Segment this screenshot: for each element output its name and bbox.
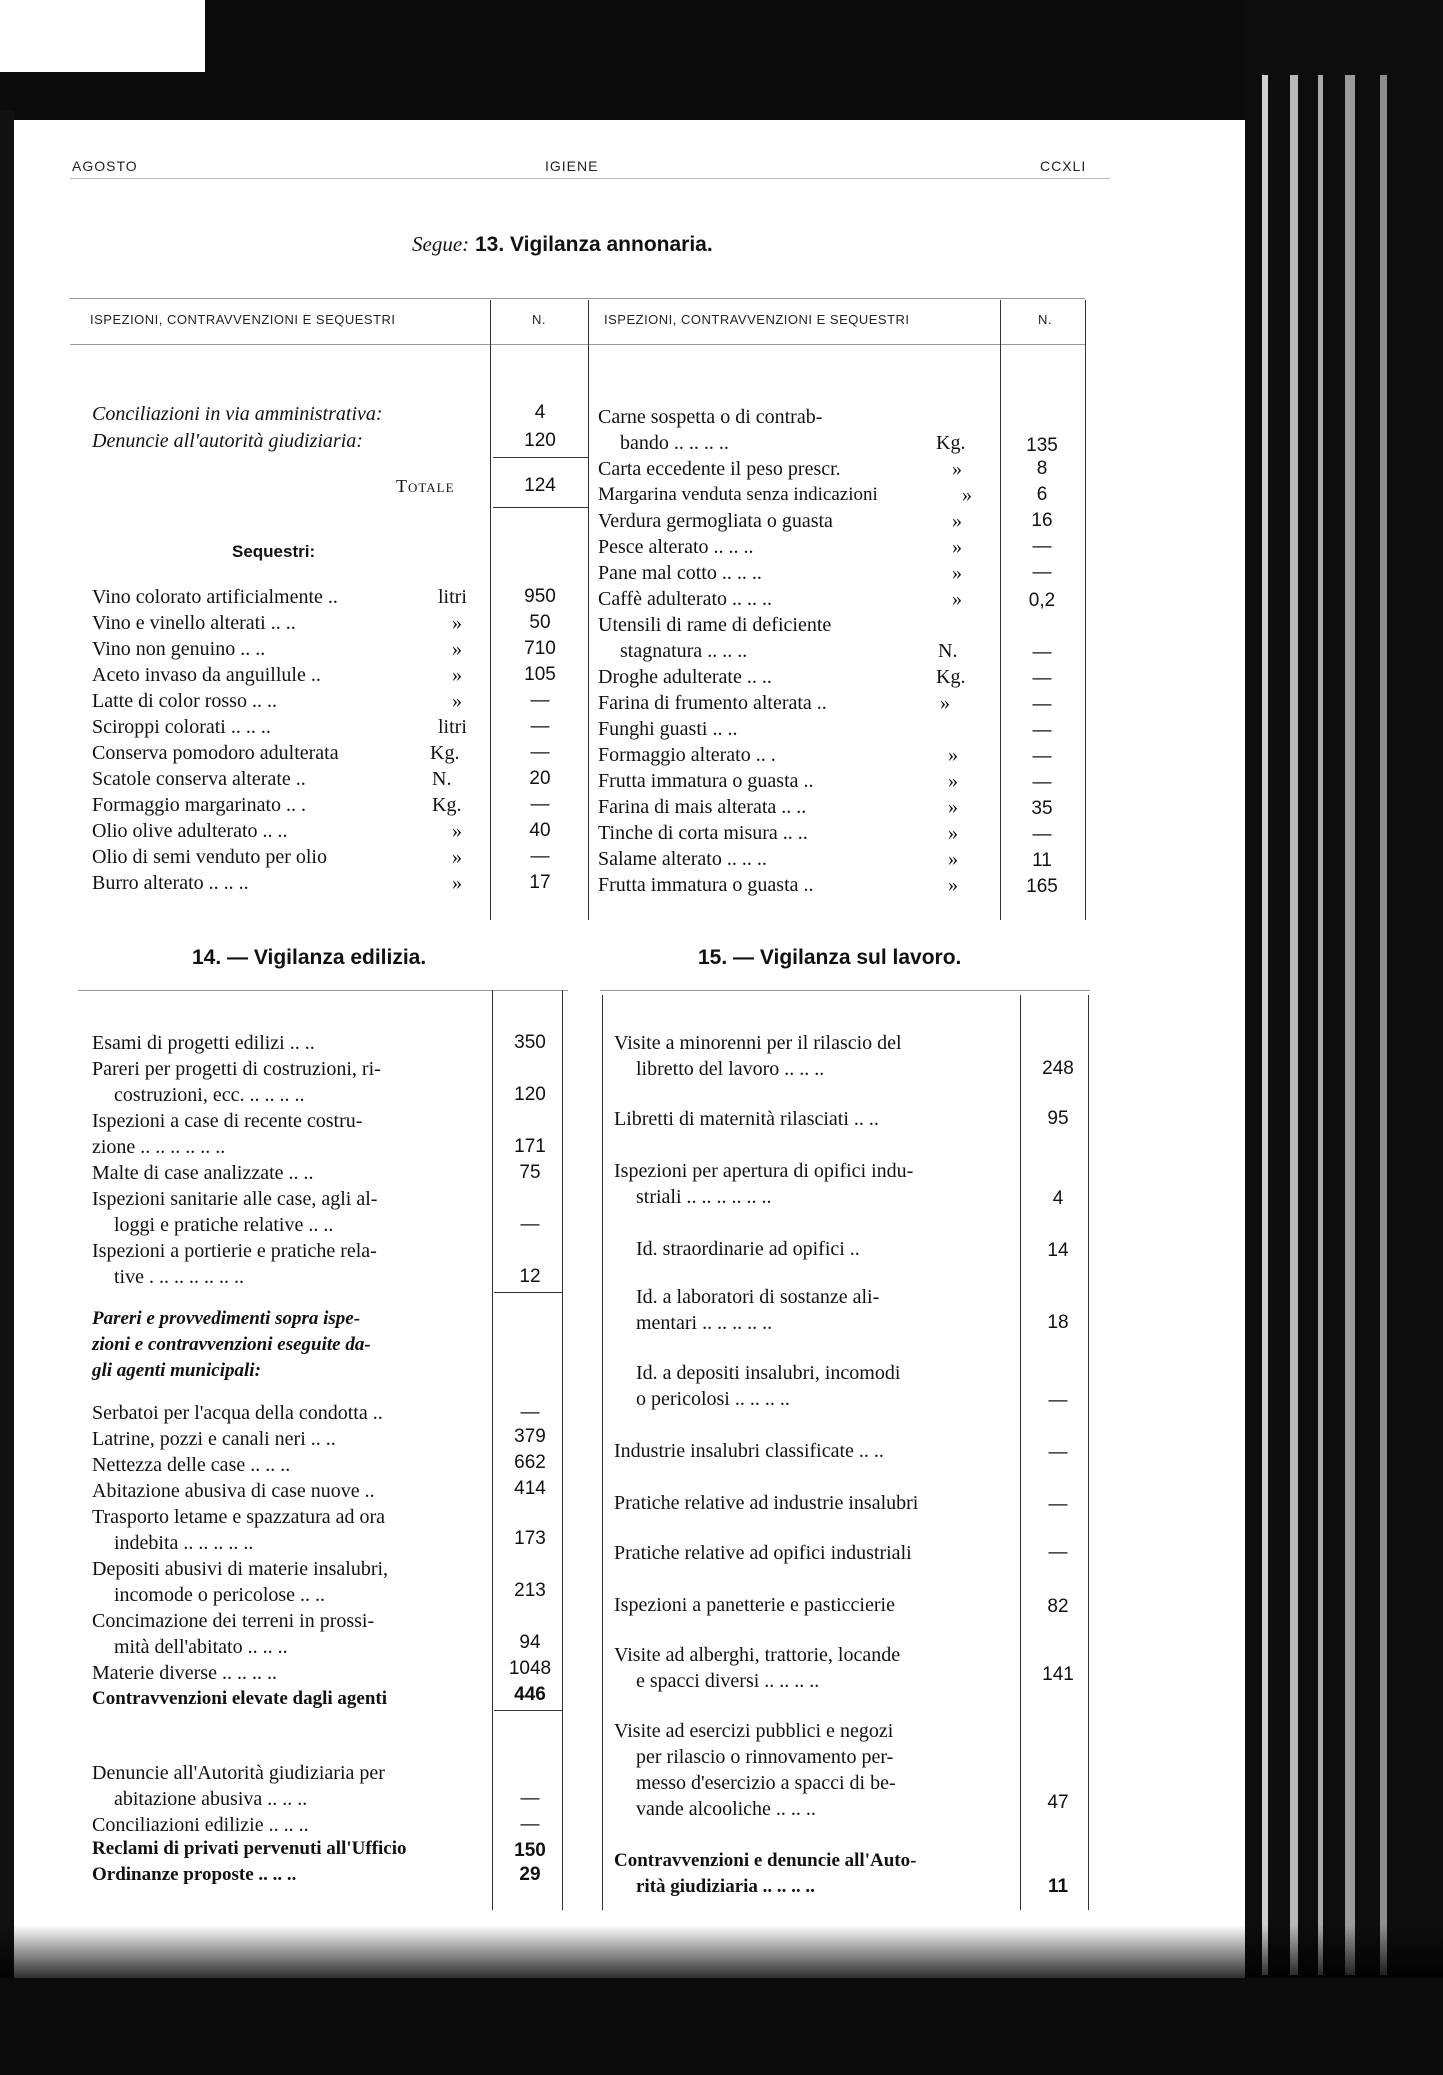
list-item: Carne sospetta o di contrab- <box>598 406 823 428</box>
table15-divider <box>1020 995 1021 1910</box>
list-item-value: 14 <box>1047 1240 1069 1261</box>
list-item-value: — <box>530 742 550 763</box>
list-item-cont: mentari .. .. .. .. .. <box>636 1312 773 1334</box>
list-item-value: 4 <box>1052 1188 1064 1209</box>
list-item: Reclami di privati pervenuti all'Ufficio <box>92 1838 407 1859</box>
list-item-value: 8 <box>1036 458 1048 479</box>
scan-border-bottom <box>0 1978 1443 2075</box>
list-item-value: 12 <box>519 1266 541 1287</box>
list-item-unit: » <box>452 820 462 842</box>
list-item: Verdura germogliata o guasta <box>598 510 833 532</box>
list-item-cont: zione .. .. .. .. .. .. <box>92 1136 226 1158</box>
list-item-value: 135 <box>1026 435 1058 456</box>
col-header-left: ISPEZIONI, CONTRAVVENZIONI E SEQUESTRI <box>90 312 396 327</box>
list-item-value: — <box>520 1814 540 1835</box>
list-item: Libretti di maternità rilasciati .. .. <box>614 1108 879 1130</box>
list-item-value: 11 <box>1047 1876 1069 1897</box>
list-item-unit: » <box>452 872 462 894</box>
scan-shadow-bottom <box>0 1925 1443 1980</box>
section15-title: 15. — Vigilanza sul lavoro. <box>698 946 962 969</box>
list-item-value: — <box>1048 1390 1068 1411</box>
list-item: Margarina venduta senza indicazioni <box>598 484 878 505</box>
list-item-unit: Kg. <box>936 666 966 688</box>
table14-divider <box>492 990 493 1910</box>
scan-border-top <box>0 0 1443 120</box>
list-item: Pratiche relative ad industrie insalubri <box>614 1492 919 1514</box>
header-left: AGOSTO <box>72 158 138 174</box>
list-item-value: 20 <box>529 768 551 789</box>
table13-divider <box>588 300 589 920</box>
list-item: Caffè adulterato .. .. .. <box>598 588 773 610</box>
list-item-value: — <box>530 846 550 867</box>
list-item: Conciliazioni edilizie .. .. .. <box>92 1814 309 1836</box>
list-item: Contravvenzioni elevate dagli agenti <box>92 1688 387 1709</box>
list-item-unit: N. <box>938 640 958 662</box>
scan-stripe <box>1262 75 1268 1975</box>
table15-top-rule <box>600 990 1090 991</box>
list-item: Vino e vinello alterati .. .. <box>92 612 296 634</box>
list-item-value: — <box>530 716 550 737</box>
list-item: Vino non genuino .. .. <box>92 638 266 660</box>
list-item-unit: » <box>952 536 962 558</box>
header-right: CCXLI <box>1040 158 1087 174</box>
list-item-value: — <box>1032 694 1052 715</box>
list-item: Malte di case analizzate .. .. <box>92 1162 314 1184</box>
list-item: Droghe adulterate .. .. <box>598 666 772 688</box>
list-item: Denuncie all'Autorità giudiziaria per <box>92 1762 385 1784</box>
list-item-value: 710 <box>524 638 556 659</box>
pareri-heading: Pareri e provvedimenti sopra ispe- <box>92 1308 361 1329</box>
totale-label: Totale <box>396 476 455 496</box>
list-item: Nettezza delle case .. .. .. <box>92 1454 291 1476</box>
list-item-value: 379 <box>514 1426 546 1447</box>
list-item-value: 150 <box>514 1840 546 1861</box>
list-item-value: 171 <box>514 1136 546 1157</box>
list-item: Formaggio margarinato .. . <box>92 794 307 816</box>
table14-divider <box>562 990 563 1910</box>
list-item-cont: stagnatura .. .. .. <box>620 640 748 662</box>
list-item-cont: striali .. .. .. .. .. .. <box>636 1186 772 1208</box>
list-item-value: 950 <box>524 586 556 607</box>
list-item-value: 350 <box>514 1032 546 1053</box>
list-item-value: 105 <box>524 664 556 685</box>
list-item: Scatole conserva alterate .. <box>92 768 306 790</box>
list-item-unit: litri <box>438 716 467 738</box>
table13-head-rule <box>70 344 1085 345</box>
list-item: Visite ad esercizi pubblici e negozi <box>614 1720 894 1742</box>
scan-stripe <box>1345 75 1355 1975</box>
list-item: Latrine, pozzi e canali neri .. .. <box>92 1428 336 1450</box>
table13-top-rule <box>70 298 1085 299</box>
list-item: Pane mal cotto .. .. .. <box>598 562 762 584</box>
list-item-value: — <box>1032 668 1052 689</box>
list-item-value: — <box>520 1402 540 1423</box>
list-item: Id. a laboratori di sostanze ali- <box>636 1286 880 1308</box>
list-item-value: 11 <box>1032 850 1052 871</box>
list-item: Funghi guasti .. .. <box>598 718 738 740</box>
list-item-unit: » <box>948 822 958 844</box>
conciliazioni-value: 4 <box>534 402 546 423</box>
denuncie-value: 120 <box>524 430 556 451</box>
list-item-cont: vande alcooliche .. .. .. <box>636 1798 816 1820</box>
list-item: Carta eccedente il peso prescr. <box>598 458 841 480</box>
list-item-value: — <box>1032 772 1052 793</box>
list-item-value: 82 <box>1047 1596 1069 1617</box>
list-item: Conserva pomodoro adulterata <box>92 742 339 764</box>
list-item-unit: » <box>948 848 958 870</box>
list-item-value: — <box>520 1788 540 1809</box>
list-item-unit: » <box>948 874 958 896</box>
list-item-unit: Kg. <box>936 432 966 454</box>
list-item: Farina di mais alterata .. .. <box>598 796 807 818</box>
list-item-unit: » <box>452 690 462 712</box>
list-item-value: 446 <box>514 1684 546 1705</box>
list-item: Contravvenzioni e denuncie all'Auto- <box>614 1850 917 1871</box>
list-item-unit: » <box>962 484 972 506</box>
list-item-cont: per rilascio o rinnovamento per- <box>636 1746 894 1768</box>
section14-title: 14. — Vigilanza edilizia. <box>192 946 427 969</box>
list-item-cont: libretto del lavoro .. .. .. <box>636 1058 825 1080</box>
list-item: Ordinanze proposte .. .. .. <box>92 1864 297 1885</box>
scan-border-notch <box>0 0 205 72</box>
list-item: Frutta immatura o guasta .. <box>598 874 814 896</box>
list-item-cont: rità giudiziaria .. .. .. .. <box>636 1876 815 1897</box>
table14-top-rule <box>78 990 568 991</box>
list-item-value: — <box>1048 1494 1068 1515</box>
list-item: Salame alterato .. .. .. <box>598 848 767 870</box>
list-item: Sciroppi colorati .. .. .. <box>92 716 271 738</box>
list-item-value: — <box>1032 642 1052 663</box>
list-item-value: 6 <box>1036 484 1048 505</box>
list-item-unit: » <box>948 744 958 766</box>
list-item: Olio olive adulterato .. .. <box>92 820 288 842</box>
table13-divider <box>490 300 491 920</box>
table15-divider <box>1088 995 1089 1910</box>
list-item: Tinche di corta misura .. .. <box>598 822 808 844</box>
list-item: Serbatoi per l'acqua della condotta .. <box>92 1402 383 1424</box>
col-n-right: N. <box>1038 312 1052 327</box>
list-item-unit: » <box>952 510 962 532</box>
subtotal-rule <box>494 1710 562 1711</box>
list-item-value: 16 <box>1031 510 1053 531</box>
list-item: Id. straordinarie ad opifici .. <box>636 1238 860 1260</box>
list-item: Esami di progetti edilizi .. .. <box>92 1032 315 1054</box>
list-item: Pesce alterato .. .. .. <box>598 536 754 558</box>
subtotal-rule <box>494 1292 562 1293</box>
list-item: Ispezioni a portierie e pratiche rela- <box>92 1240 377 1262</box>
list-item-value: 94 <box>519 1632 541 1653</box>
list-item-value: — <box>520 1214 540 1235</box>
list-item: Visite ad alberghi, trattorie, locande <box>614 1644 901 1666</box>
list-item: Utensili di rame di deficiente <box>598 614 832 636</box>
list-item-value: 40 <box>529 820 551 841</box>
list-item-cont: messo d'esercizio a spacci di be- <box>636 1772 896 1794</box>
list-item: Industrie insalubri classificate .. .. <box>614 1440 884 1462</box>
list-item-value: — <box>530 794 550 815</box>
list-item: Latte di color rosso .. .. <box>92 690 277 712</box>
list-item-value: 141 <box>1042 1664 1074 1685</box>
list-item: Abitazione abusiva di case nuove .. <box>92 1480 375 1502</box>
scan-border-left <box>0 110 14 1990</box>
list-item-value: 95 <box>1047 1108 1069 1129</box>
list-item-value: — <box>1032 824 1052 845</box>
list-item-value: 0,2 <box>1028 590 1056 611</box>
list-item-cont: loggi e pratiche relative .. .. <box>114 1214 334 1236</box>
list-item-value: 213 <box>514 1580 546 1601</box>
list-item-unit: » <box>452 664 462 686</box>
list-item: Trasporto letame e spazzatura ad ora <box>92 1506 386 1528</box>
list-item: Concimazione dei terreni in prossi- <box>92 1610 375 1632</box>
col-header-right: ISPEZIONI, CONTRAVVENZIONI E SEQUESTRI <box>604 312 910 327</box>
list-item: Olio di semi venduto per olio <box>92 846 327 868</box>
list-item-unit: » <box>940 692 950 714</box>
list-item-value: 165 <box>1026 876 1058 897</box>
list-item-value: — <box>1048 1442 1068 1463</box>
list-item-cont: bando .. .. .. .. <box>620 432 729 454</box>
header-center: IGIENE <box>545 158 599 174</box>
list-item-value: — <box>1032 536 1052 557</box>
list-item-unit: Kg. <box>432 794 462 816</box>
header-rule <box>70 178 1110 179</box>
list-item: Ispezioni a panetterie e pasticcierie <box>614 1594 895 1616</box>
list-item-cont: mità dell'abitato .. .. .. <box>114 1636 288 1658</box>
list-item-value: 29 <box>519 1864 541 1885</box>
list-item: Ispezioni per apertura di opifici indu- <box>614 1160 914 1182</box>
scan-border-right <box>1245 0 1443 2075</box>
totale-rule-bottom <box>493 507 588 508</box>
scan-stripe <box>1290 75 1298 1975</box>
list-item-value: — <box>1048 1542 1068 1563</box>
list-item-unit: » <box>948 796 958 818</box>
list-item-unit: » <box>452 638 462 660</box>
list-item-value: 18 <box>1047 1312 1069 1333</box>
list-item: Ispezioni sanitarie alle case, agli al- <box>92 1188 378 1210</box>
list-item-value: — <box>1032 562 1052 583</box>
list-item: Formaggio alterato .. . <box>598 744 776 766</box>
table15-divider <box>602 995 603 1910</box>
list-item-value: 75 <box>519 1162 541 1183</box>
list-item-cont: costruzioni, ecc. .. .. .. .. <box>114 1084 305 1106</box>
list-item: Vino colorato artificialmente .. <box>92 586 338 608</box>
list-item-unit: litri <box>438 586 467 608</box>
conciliazioni-label: Conciliazioni in via amministrativa: <box>92 403 383 425</box>
scan-stripe <box>1380 75 1387 1975</box>
list-item: Visite a minorenni per il rilascio del <box>614 1032 902 1054</box>
list-item-cont: tive . .. .. .. .. .. .. <box>114 1266 244 1288</box>
list-item-value: 35 <box>1031 798 1053 819</box>
list-item: Depositi abusivi di materie insalubri, <box>92 1558 389 1580</box>
list-item-cont: abitazione abusiva .. .. .. <box>114 1788 308 1810</box>
list-item-unit: » <box>952 458 962 480</box>
table13-divider <box>1000 300 1001 920</box>
list-item-value: — <box>1032 746 1052 767</box>
pareri-heading: zioni e contravvenzioni eseguite da- <box>92 1334 371 1355</box>
list-item-unit: » <box>952 562 962 584</box>
list-item-unit: » <box>948 770 958 792</box>
list-item: Materie diverse .. .. .. .. <box>92 1662 277 1684</box>
list-item-unit: » <box>952 588 962 610</box>
list-item-value: 1048 <box>508 1658 552 1679</box>
totale-value: 124 <box>524 475 556 496</box>
list-item-cont: e spacci diversi .. .. .. .. <box>636 1670 820 1692</box>
list-item-unit: Kg. <box>430 742 460 764</box>
scan-stripe <box>1318 75 1323 1975</box>
list-item-value: 414 <box>514 1478 546 1499</box>
list-item-unit: N. <box>432 768 452 790</box>
list-item: Pratiche relative ad opifici industriali <box>614 1542 912 1564</box>
list-item: Farina di frumento alterata .. <box>598 692 827 714</box>
list-item-value: 50 <box>529 612 551 633</box>
list-item-value: 47 <box>1047 1792 1069 1813</box>
list-item-value: 662 <box>514 1452 546 1473</box>
list-item-value: 173 <box>514 1528 546 1549</box>
sequestri-label: Sequestri: <box>232 542 316 561</box>
list-item: Pareri per progetti di costruzioni, ri- <box>92 1058 381 1080</box>
pareri-heading: gli agenti municipali: <box>92 1360 261 1381</box>
list-item: Ispezioni a case di recente costru- <box>92 1110 363 1132</box>
section13-title: Segue: 13. Vigilanza annonaria. <box>412 232 713 256</box>
list-item-unit: » <box>452 612 462 634</box>
list-item-unit: » <box>452 846 462 868</box>
list-item: Id. a depositi insalubri, incomodi <box>636 1362 901 1384</box>
totale-rule <box>493 457 588 458</box>
denuncie-label: Denuncie all'autorità giudiziaria: <box>92 430 363 452</box>
list-item: Aceto invaso da anguillule .. <box>92 664 321 686</box>
list-item-value: 248 <box>1042 1058 1074 1079</box>
list-item-value: — <box>530 690 550 711</box>
list-item: Burro alterato .. .. .. <box>92 872 249 894</box>
col-n-left: N. <box>532 312 546 327</box>
list-item-cont: indebita .. .. .. .. .. <box>114 1532 254 1554</box>
list-item: Frutta immatura o guasta .. <box>598 770 814 792</box>
list-item-value: 17 <box>529 872 551 893</box>
table13-divider <box>1085 300 1086 920</box>
list-item-value: — <box>1032 720 1052 741</box>
list-item-value: 120 <box>514 1084 546 1105</box>
list-item-cont: incomode o pericolose .. .. <box>114 1584 326 1606</box>
list-item-cont: o pericolosi .. .. .. .. <box>636 1388 790 1410</box>
